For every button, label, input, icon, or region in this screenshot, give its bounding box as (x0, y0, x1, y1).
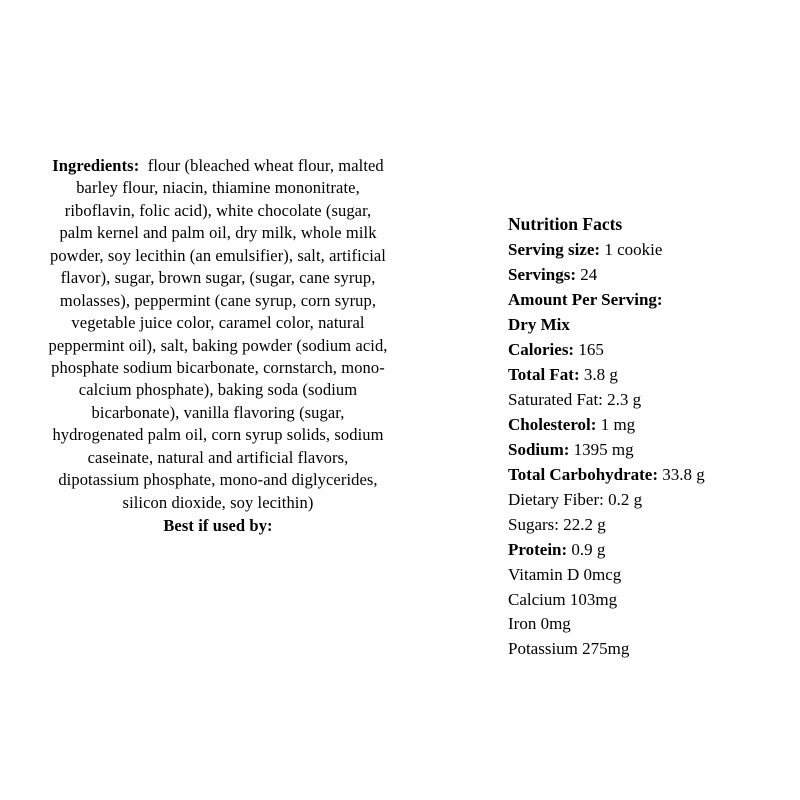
nutrition-row-value: 165 (578, 339, 604, 359)
nutrition-row-value: 0mg (540, 614, 571, 634)
nutrition-row (508, 413, 778, 438)
nutrition-row-value: 3.8 g (583, 364, 618, 384)
nutrition-row-key: Iron (508, 614, 537, 634)
nutrition-row-value: 1 cookie (604, 239, 663, 259)
nutrition-row-key: Calories: (508, 339, 575, 359)
nutrition-row-value: 22.2 g (563, 514, 606, 534)
nutrition-row (508, 238, 778, 263)
nutrition-row-key: Serving size: (508, 239, 601, 259)
ingredients-block (48, 155, 388, 537)
nutrition-row (508, 637, 778, 662)
nutrition-row-key: Potassium (508, 639, 578, 659)
nutrition-row (508, 288, 778, 313)
nutrition-row-key: Sodium: (508, 439, 570, 459)
best-if-used-by-label: Best if used by: (163, 516, 273, 535)
nutrition-row-value: 0mcg (583, 564, 622, 584)
nutrition-row-key: Sugars: (508, 514, 559, 534)
nutrition-row-value: 0.2 g (608, 489, 643, 509)
nutrition-row-key: Total Fat: (508, 364, 580, 384)
nutrition-row-value: 33.8 g (662, 464, 705, 484)
nutrition-row-value: 1395 mg (573, 439, 634, 459)
nutrition-rows (508, 238, 778, 663)
nutrition-row (508, 263, 778, 288)
nutrition-row-key: Total Carbohydrate: (508, 464, 659, 484)
nutrition-row (508, 463, 778, 488)
nutrition-row (508, 612, 778, 637)
nutrition-row (508, 588, 778, 613)
nutrition-row-key: Vitamin D (508, 564, 580, 584)
nutrition-row-value: 0.9 g (571, 539, 606, 559)
nutrition-row-key: Dietary Fiber: (508, 489, 604, 509)
nutrition-row-value: 24 (580, 264, 598, 284)
nutrition-row (508, 563, 778, 588)
ingredients-text: flour (bleached wheat flour, malted barley flour, niacin, thiamine mononitrate, riboflavin, folic acid), white chocolate (sugar, palm kernel and palm oil, dry milk, whole milk powder, soy lecithin (an emulsifier), salt, artificial flavor), sugar, brown sugar, (sugar, cane syrup, molasses), peppermint (cane syrup, corn syrup, vegetable juice color, caramel color, natural peppermint oil), salt, baking powder (sodium acid, phosphate sodium bicarbonate, cornstarch, mono-calcium phosphate), baking soda (sodium bicarbonate), vanilla flavoring (sugar, hydrogenated palm oil, corn syrup solids, sodium caseinate, natural and artificial flavors, dipotassium phosphate, mono-and diglycerides, silicon dioxide, soy lecithin) (48, 156, 388, 512)
nutrition-row-value: 275mg (582, 639, 630, 659)
nutrition-row (508, 538, 778, 563)
nutrition-row-key: Protein: (508, 539, 568, 559)
nutrition-facts-block (508, 212, 778, 662)
nutrition-row-value: 1 mg (600, 414, 636, 434)
nutrition-row (508, 488, 778, 513)
nutrition-row (508, 313, 778, 338)
nutrition-row-value: 103mg (569, 589, 618, 609)
nutrition-row (508, 438, 778, 463)
nutrition-row-value: 2.3 g (607, 389, 642, 409)
ingredients-paragraph (48, 155, 388, 514)
nutrition-row (508, 363, 778, 388)
nutrition-facts-title: Nutrition Facts (508, 214, 623, 234)
nutrition-row (508, 338, 778, 363)
nutrition-row-key: Cholesterol: (508, 414, 597, 434)
ingredients-label: Ingredients: (52, 156, 140, 175)
nutrition-row-key: Calcium (508, 589, 566, 609)
nutrition-row (508, 513, 778, 538)
nutrition-row-key: Saturated Fat: (508, 389, 603, 409)
nutrition-row (508, 388, 778, 413)
nutrition-row-key: Dry Mix (508, 314, 570, 334)
nutrition-row-key: Amount Per Serving: (508, 289, 663, 309)
nutrition-row-key: Servings: (508, 264, 576, 284)
